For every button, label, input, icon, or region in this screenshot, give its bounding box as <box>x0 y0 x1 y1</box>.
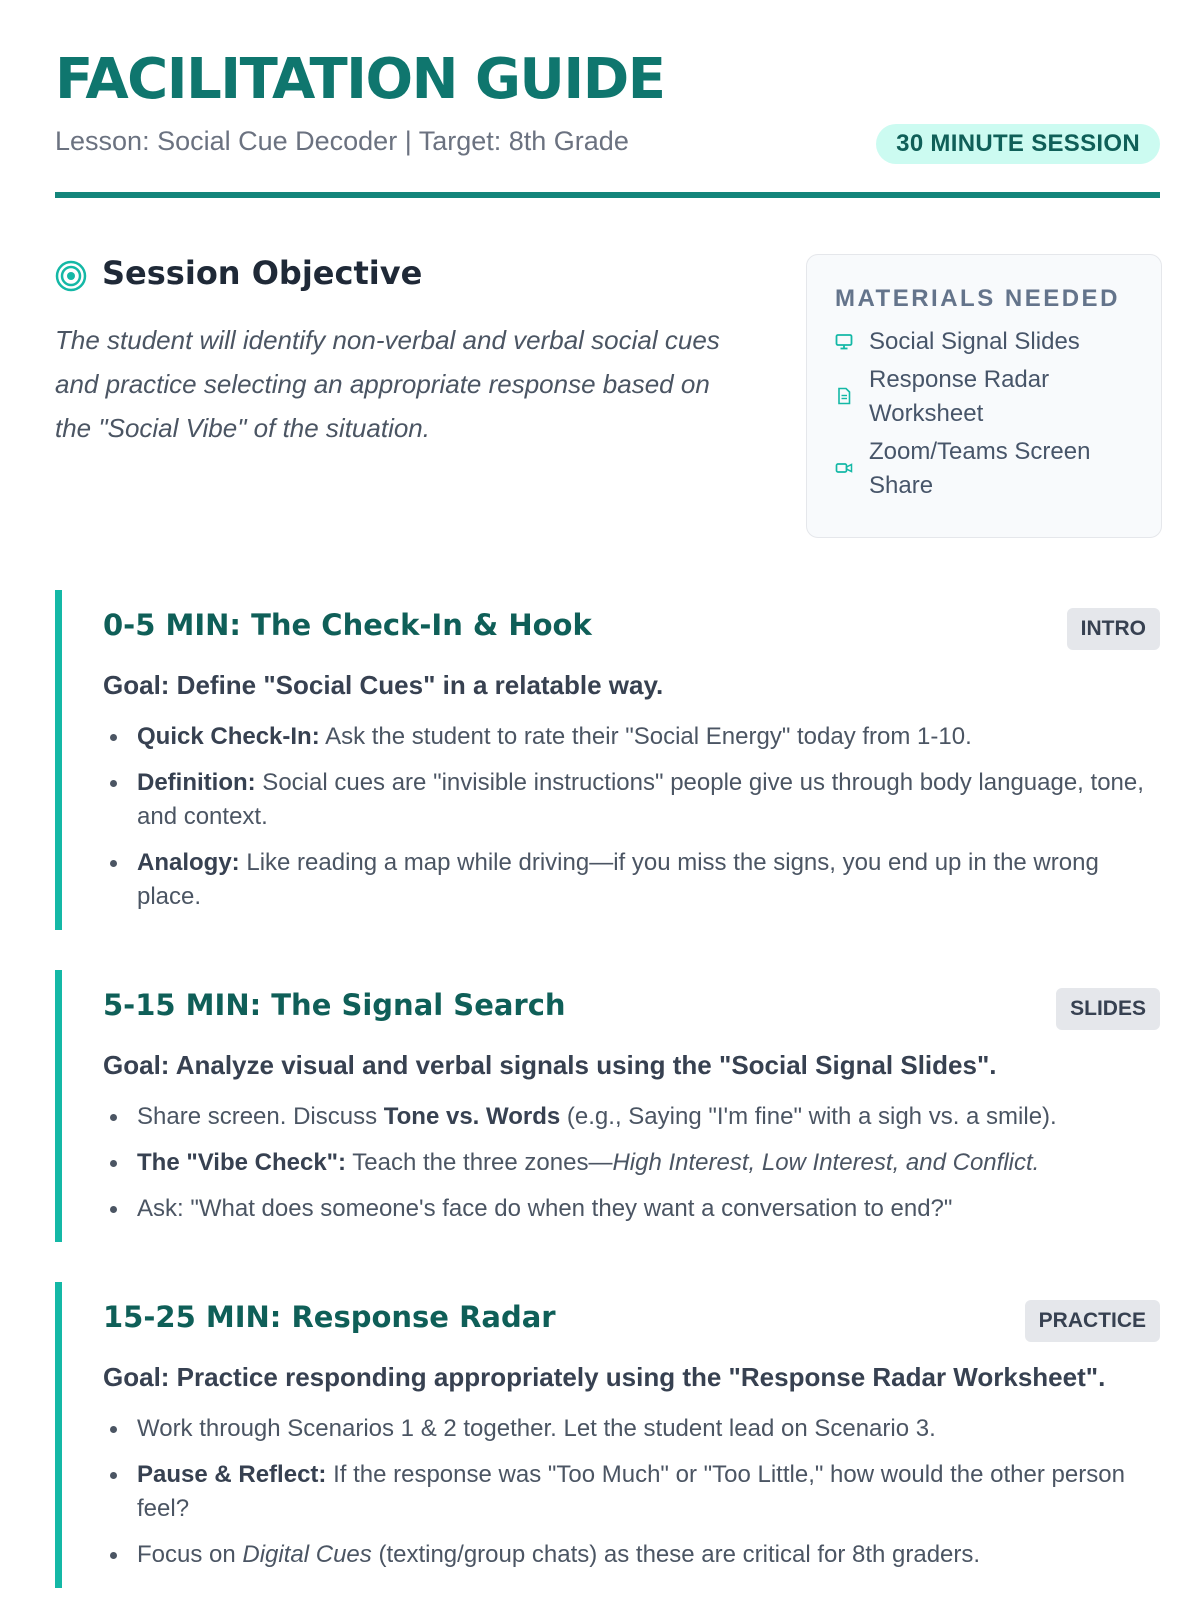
bullet-text: Teach the three zones— <box>346 1149 613 1176</box>
page-title: FACILITATION GUIDE <box>55 47 665 112</box>
section-goal: Goal: Practice responding appropriately using the "Response Radar Worksheet". <box>103 1362 1106 1392</box>
list-item <box>103 1412 1160 1446</box>
section-goal: Goal: Define "Social Cues" in a relatable way. <box>103 670 664 700</box>
bullet-text: Ask the student to rate their "Social Energy" today from 1-10. <box>319 723 972 750</box>
section-check-in <box>55 590 1160 930</box>
list-item <box>103 846 1160 914</box>
section-response-radar <box>55 1282 1160 1588</box>
bullet-label: Pause & Reflect: <box>137 1461 327 1488</box>
section-bullets <box>103 1412 1160 1584</box>
section-title: 5-15 MIN: The Signal Search <box>103 988 566 1022</box>
material-item <box>835 325 1145 359</box>
section-title: 0-5 MIN: The Check-In & Hook <box>103 608 592 642</box>
session-length-badge: 30 MINUTE SESSION <box>876 124 1160 164</box>
monitor-icon <box>835 333 853 351</box>
bullet-text: (e.g., Saying "I'm fine" with a sigh vs. a smile). <box>560 1103 1057 1130</box>
bullet-text: Work through Scenarios 1 & 2 together. Let the student lead on Scenario 3. <box>137 1415 936 1442</box>
list-item <box>103 720 1160 754</box>
section-bullets <box>103 720 1160 926</box>
material-item <box>835 363 1145 431</box>
section-tag: PRACTICE <box>1025 1300 1160 1342</box>
section-goal: Goal: Analyze visual and verbal signals using the "Social Signal Slides". <box>103 1050 997 1080</box>
list-item <box>103 1458 1160 1526</box>
objective-heading: Session Objective <box>102 254 423 292</box>
section-bullets <box>103 1100 1160 1238</box>
header-divider <box>55 192 1160 198</box>
bullet-text: Focus on <box>137 1541 243 1568</box>
materials-panel <box>806 254 1162 538</box>
bullet-emphasis: High Interest, Low Interest, and Conflict. <box>612 1149 1040 1176</box>
target-icon <box>55 260 87 292</box>
list-item <box>103 1146 1160 1180</box>
bullet-text: Share screen. Discuss <box>137 1103 384 1130</box>
section-tag: INTRO <box>1067 608 1160 650</box>
list-item <box>103 1192 1160 1226</box>
bullet-label: The "Vibe Check": <box>137 1149 347 1176</box>
list-item <box>103 1538 1160 1572</box>
document-icon <box>835 387 853 405</box>
section-tag: SLIDES <box>1056 988 1160 1030</box>
material-label: Response Radar Worksheet <box>869 366 1050 427</box>
bullet-text: If the response was "Too Much" or "Too Little," how would the other person feel? <box>137 1461 1125 1522</box>
bullet-text: (texting/group chats) as these are critical for 8th graders. <box>371 1541 981 1568</box>
bullet-label: Analogy: <box>137 849 240 876</box>
bullet-text: Like reading a map while driving—if you miss the signs, you end up in the wrong place. <box>137 849 1099 910</box>
materials-title: MATERIALS NEEDED <box>835 285 1120 312</box>
section-signal-search <box>55 970 1160 1242</box>
material-label: Social Signal Slides <box>869 328 1080 355</box>
bullet-emphasis: Digital Cues <box>242 1541 372 1568</box>
list-item <box>103 1100 1160 1134</box>
video-camera-icon <box>835 459 853 477</box>
bullet-text: Social cues are "invisible instructions" people give us through body language, tone, and context. <box>137 769 1144 830</box>
bullet-text: Ask: "What does someone's face do when they want a conversation to end?" <box>137 1195 953 1222</box>
list-item <box>103 766 1160 834</box>
material-label: Zoom/Teams Screen Share <box>869 438 1091 499</box>
bullet-label: Quick Check-In: <box>137 723 320 750</box>
bullet-label: Tone vs. Words <box>383 1103 561 1130</box>
section-title: 15-25 MIN: Response Radar <box>103 1300 556 1334</box>
objective-text: The student will identify non-verbal and verbal social cues and practice selecting an appropriate response based on the "Social Vibe" of the situation. <box>55 325 720 443</box>
bullet-label: Definition: <box>137 769 256 796</box>
material-item <box>835 435 1145 503</box>
lesson-subtitle: Lesson: Social Cue Decoder | Target: 8th Grade <box>55 126 629 156</box>
